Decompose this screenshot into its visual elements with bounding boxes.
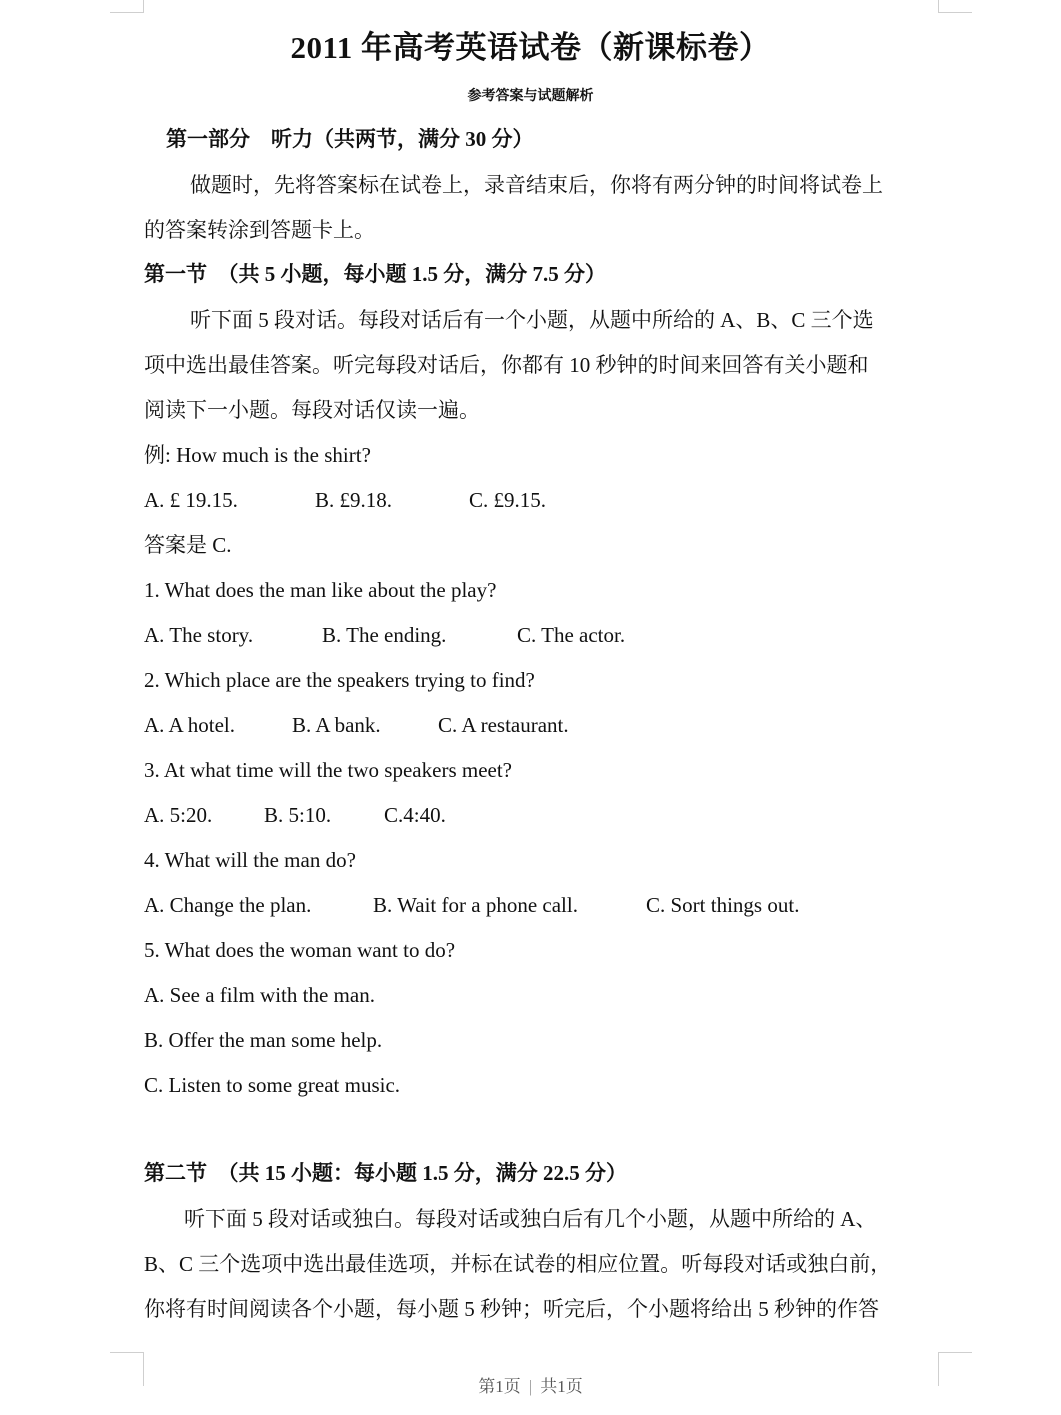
section1-heading: 第一节 （共 5 小题，每小题 1.5 分，满分 7.5 分） (144, 262, 606, 286)
option-b: B. The ending. (322, 623, 447, 647)
question-4: 4. What will the man do? (144, 848, 356, 872)
question-5-option-c: C. Listen to some great music. (144, 1073, 401, 1097)
option-a: A. 5:20. (144, 803, 213, 827)
example-answer: 答案是 C. (144, 533, 232, 557)
page-footer (0, 1372, 1061, 1397)
question-5-option-b: B. Offer the man some help. (144, 1028, 383, 1052)
page-subtitle: 参考答案与试题解析 (467, 89, 594, 104)
section1-instruction-line: 听下面 5 段对话。每段对话后有一个小题，从题中所给的 A、B、C 三个选 (190, 308, 874, 332)
option-b: B. A bank. (292, 713, 381, 737)
question-3: 3. At what time will the two speakers meet? (144, 758, 512, 782)
question-5: 5. What does the woman want to do? (144, 938, 456, 962)
question-1: 1. What does the man like about the play? (144, 578, 497, 602)
option-a: A. Change the plan. (144, 893, 312, 917)
page-number: 第1页 (478, 1377, 521, 1396)
section2-instruction-line: 听下面 5 段对话或独白。每段对话或独白后有几个小题，从题中所给的 A、 (184, 1207, 877, 1231)
option-b: B. £9.18. (315, 488, 393, 512)
crop-mark-top-left (110, 0, 144, 13)
part1-instruction-line: 做题时，先将答案标在试卷上，录音结束后，你将有两分钟的时间将试卷上 (190, 173, 883, 197)
part1-heading: 第一部分 听力（共两节，满分 30 分） (166, 127, 534, 151)
option-c: C.4:40. (384, 803, 446, 827)
section1-instruction-line: 阅读下一小题。每段对话仅读一遍。 (144, 398, 480, 422)
option-a: A. A hotel. (144, 713, 236, 737)
section1-instruction-line: 项中选出最佳答案。听完每段对话后，你都有 10 秒钟的时间来回答有关小题和 (144, 353, 869, 377)
option-b: B. Wait for a phone call. (373, 893, 578, 917)
option-c: C. £9.15. (469, 488, 547, 512)
page-total: 共1页 (540, 1377, 583, 1396)
option-c: C. A restaurant. (438, 713, 569, 737)
option-a: A. The story. (144, 623, 254, 647)
question-2: 2. Which place are the speakers trying to find? (144, 668, 535, 692)
crop-mark-top-right (938, 0, 972, 13)
option-b: B. 5:10. (264, 803, 332, 827)
section2-heading: 第二节 （共 15 小题：每小题 1.5 分，满分 22.5 分） (144, 1161, 627, 1185)
part1-instruction-line: 的答案转涂到答题卡上。 (144, 218, 375, 242)
section2-instruction-line: B、C 三个选项中选出最佳选项，并标在试卷的相应位置。听每段对话或独白前， (144, 1252, 892, 1276)
example-question: 例: How much is the shirt? (144, 443, 371, 467)
section2-instruction-line: 你将有时间阅读各个小题，每小题 5 秒钟；听完后，个小题将给出 5 秒钟的作答 (144, 1297, 879, 1321)
footer-separator: | (528, 1377, 533, 1396)
option-a: A. £ 19.15. (144, 488, 238, 512)
option-c: C. Sort things out. (646, 893, 800, 917)
question-5-option-a: A. See a film with the man. (144, 983, 375, 1007)
page-title: 2011 年高考英语试卷（新课标卷） (290, 30, 771, 65)
option-c: C. The actor. (517, 623, 626, 647)
